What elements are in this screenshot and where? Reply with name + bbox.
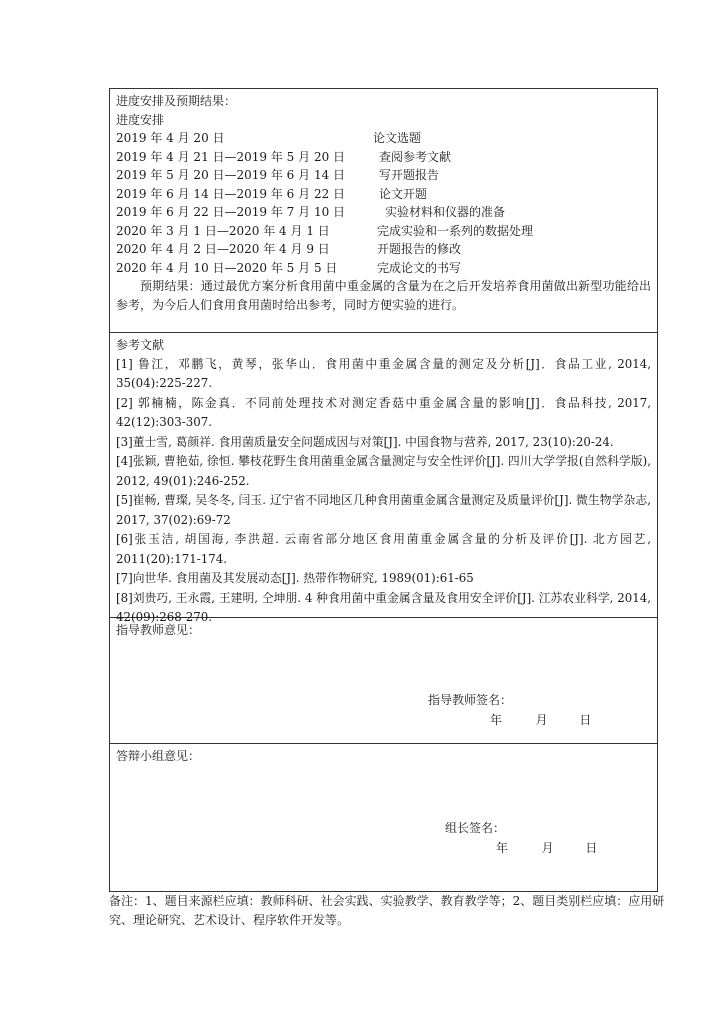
schedule-task: 实验材料和仪器的准备 (385, 205, 506, 219)
month-label: 月 (541, 841, 554, 855)
day-label: 日 (585, 841, 598, 855)
panel-date-line (496, 839, 597, 856)
references-section (110, 333, 657, 624)
schedule-task: 论文开题 (379, 186, 428, 201)
reference-item: [1] 鲁江，邓鹏飞，黄琴，张华山．食用菌中重金属含量的测定及分析[J]．食品工业, 2014, 35(04):225-227. (116, 356, 651, 390)
expected-results: 预期结果：通过最优方案分析食用菌中重金属的含量为在之后开发培养食用菌做出新型功能给出参考，为今后人们食用食用菌时给出参考，同时方便实验的进行。 (116, 279, 651, 312)
report-form-table (109, 88, 658, 892)
schedule-task: 完成实验和一系列的数据处理 (377, 223, 534, 238)
schedule-date: 2020 年 4 月 2 日—2020 年 4 月 9 日 (116, 242, 330, 256)
schedule-date: 2019 年 4 月 21 日—2019 年 5 月 20 日 (116, 149, 346, 164)
defense-panel-heading: 答辩小组意见： (116, 749, 201, 763)
schedule-row (116, 222, 651, 241)
schedule-row (116, 240, 651, 259)
defense-panel-section (110, 744, 657, 891)
schedule-date: 2019 年 6 月 14 日—2019 年 6 月 22 日 (116, 186, 346, 201)
schedule-row (116, 129, 651, 148)
references-heading: 参考文献 (116, 338, 165, 352)
teacher-signature-block (428, 691, 512, 710)
schedule-task: 查阅参考文献 (379, 149, 452, 164)
reference-item: [3]董士雪, 葛颜祥. 食用菌质量安全问题成因与对策[J]. 中国食物与营养, 2017, 23(10):20-24. (116, 434, 614, 449)
schedule-row (116, 185, 651, 204)
year-label: 年 (496, 841, 509, 855)
progress-section (110, 89, 657, 333)
schedule-task: 写开题报告 (379, 168, 440, 182)
schedule-row (116, 166, 651, 185)
teacher-opinion-section (110, 618, 657, 744)
panel-signature-label: 组长签名： (445, 821, 506, 835)
reference-item: [4]张颖, 曹艳茹, 徐恒. 攀枝花野生食用菌重金属含量测定与安全性评价[J]. 四川大学学报(自然科学版), 2012, 49(01):246-252. (116, 454, 651, 488)
teacher-opinion-heading: 指导教师意见： (116, 623, 201, 637)
schedule-subheading: 进度安排 (116, 112, 165, 127)
schedule-row (116, 203, 651, 222)
year-label: 年 (490, 713, 503, 727)
reference-item: [5]崔畅, 曹璨, 吴冬冬, 闫玉. 辽宁省不同地区几种食用菌重金属含量测定及质量评价[J]. 微生物学杂志, 2017, 37(02):69-72 (116, 493, 651, 527)
day-label: 日 (579, 713, 592, 727)
teacher-date-line (490, 711, 591, 728)
progress-heading: 进度安排及预期结果： (116, 94, 237, 108)
footnote: 备注：1、题目来源栏应填：教师科研、社会实践、实验教学、教育教学等；2、题目类别栏应填：应用研究、理论研究、艺术设计、程序软件开发等。 (109, 894, 665, 927)
reference-item: [7]向世华. 食用菌及其发展动态[J]. 热带作物研究, 1989(01):61-65 (116, 571, 474, 585)
schedule-date: 2019 年 5 月 20 日—2019 年 6 月 14 日 (116, 168, 346, 182)
schedule-date: 2019 年 4 月 20 日 (116, 131, 225, 145)
reference-item: [8]刘贵巧, 王永霞, 王建明, 仝坤朋. 4 种食用菌中重金属含量及食用安全评价[J]. 江苏农业科学, 2014, 42(09):268-270. (116, 590, 651, 624)
schedule-row (116, 259, 651, 278)
schedule-row (116, 148, 651, 167)
schedule-task: 完成论文的书写 (377, 260, 462, 275)
schedule-date: 2019 年 6 月 22 日—2019 年 7 月 10 日 (116, 205, 346, 219)
schedule-task: 开题报告的修改 (377, 242, 462, 256)
schedule-date: 2020 年 3 月 1 日—2020 年 4 月 1 日 (116, 223, 330, 238)
month-label: 月 (535, 713, 548, 727)
schedule-date: 2020 年 4 月 10 日—2020 年 5 月 5 日 (116, 260, 338, 275)
reference-item: [6]张玉洁, 胡国海, 李洪超. 云南省部分地区食用菌重金属含量的分析及评价[J]. 北方园艺, 2011(20):171-174. (116, 532, 651, 566)
panel-signature-block (445, 819, 505, 838)
schedule-task: 论文选题 (373, 131, 422, 145)
reference-item: [2] 郭楠楠，陈金真．不同前处理技术对测定香菇中重金属含量的影响[J]．食品科技, 2017, 42(12):303-307. (116, 395, 651, 429)
teacher-signature-label: 指导教师签名： (428, 693, 513, 707)
